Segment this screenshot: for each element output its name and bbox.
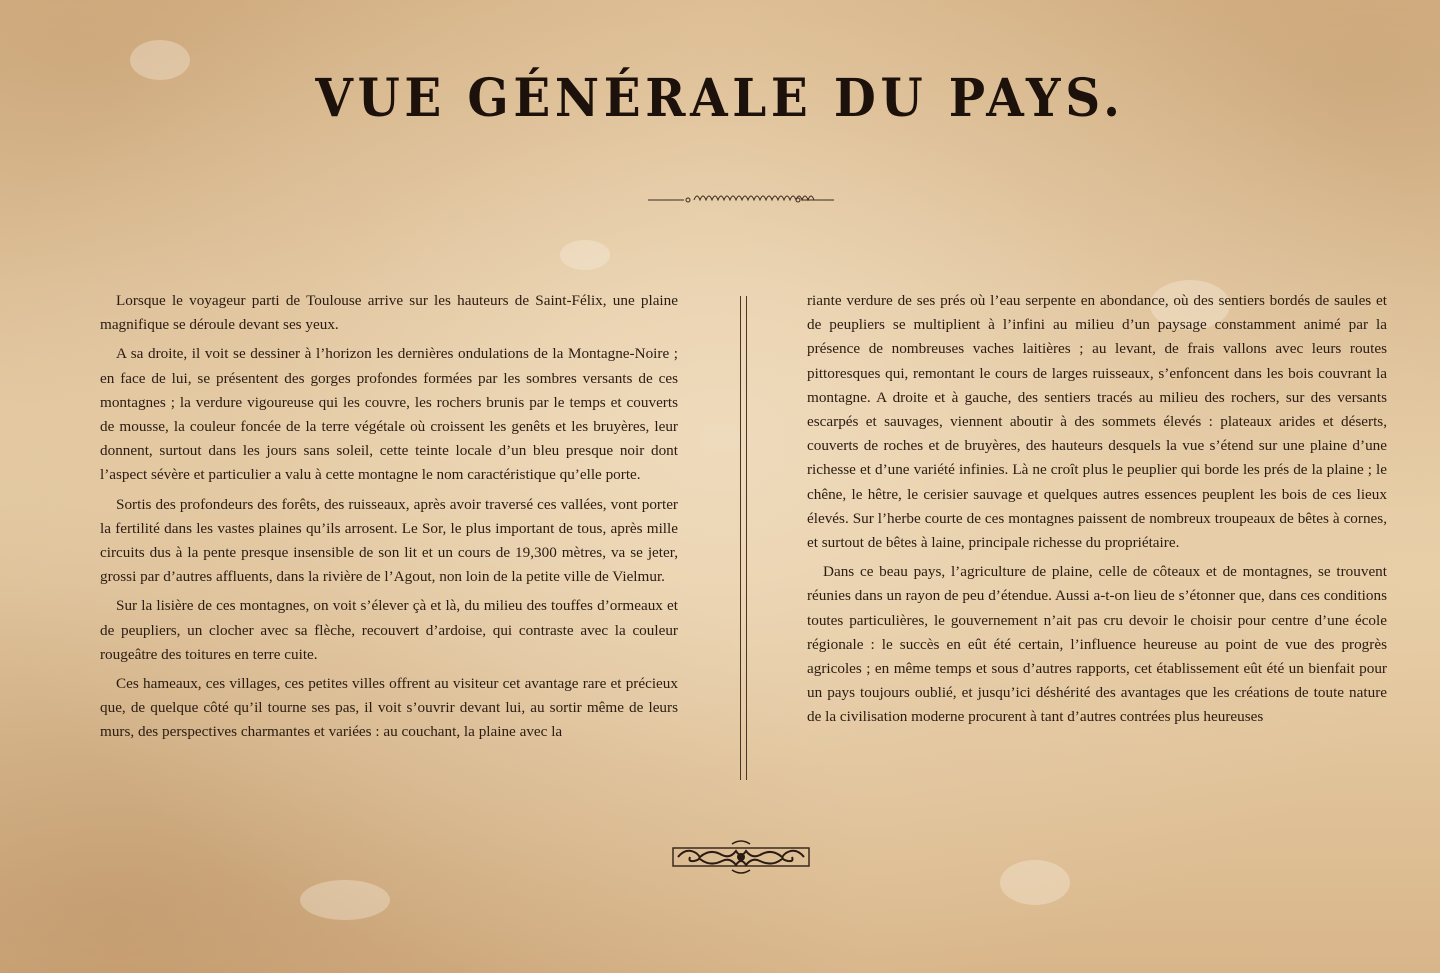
ornamental-tailpiece-icon [670,838,812,876]
paragraph: A sa droite, il voit se dessiner à l’horizon les dernières ondulations de la Montagne-Noire ; en face de lui, se présentent des gorges profondes formées par les sombres versants de ces montagnes ; la verdure vigoureuse qui les couvre, les rochers brunis par le temps et couverts de mousse, la couleur foncée de la terre végétale où croissent les genêts et les bruyères, leur donnent, surtout dans les jours sans soleil, cette teinte locale d’un bleu presque noir dont l’aspect sévère et particulier a valu à cette montagne le nom caractéristique qu’elle porte. [100,345,678,484]
page-title: VUE GÉNÉRALE DU PAYS. [315,68,1125,129]
paragraph: Sortis des profondeurs des forêts, des ruisseaux, après avoir traversé ces vallées, vont porter la fertilité dans les vastes plaines qu’ils arrosent. Le Sor, le plus important de tous, après mille circuits dus à la pente presque insensible de son lit et un cours de 19,300 mètres, va se jeter, grossi par d’autres affluents, dans la rivière de l’Agout, non loin de la petite ville de Vielmur. [100,495,678,586]
paragraph: Lorsque le voyageur parti de Toulouse arrive sur les hauteurs de Saint-Félix, une plaine magnifique se déroule devant ses yeux. [100,292,678,334]
paper-stain [300,880,390,920]
paragraph: Ces hameaux, ces villages, ces petites villes offrent au visiteur cet avantage rare et précieux que, de quelque côté qu’il tourne ses pas, il voit s’ouvrir devant lui, au sortir même de leurs murs, des perspectives charmantes et variées : au couchant, la plaine avec la [100,675,678,741]
paragraph: riante verdure de ses prés où l’eau serpente en abondance, où des sentiers bordés de saules et de peupliers se multiplient à l’infini au milieu d’un paysage constamment animé par la présence de nombreuses vaches laitières ; au levant, de frais vallons avec leurs routes pittoresques qui, remontant le cours de larges ruisseaux, s’enfoncent dans les bois couvrant la montagne. A droite et à gauche, des sentiers tracés au milieu des rochers, sur des versants escarpés et sauvages, viennent aboutir à des sommets élevés : plateaux arides et déserts, couverts de roches et de bruyères, des hauteurs desquels la vue s’étend sur une plaine d’une richesse et d’une variété infinies. Là ne croît plus le peuplier qui borde les prés de la plaine ; le chêne, le hêtre, le cerisier sauvage et quelques autres essences peuplent les bois de ces lieux élevés. Sur l’herbe courte de ces montagnes paissent de nombreux troupeaux de bêtes à cornes, et surtout de bêtes à laine, principale richesse du propriétaire. [807,292,1387,552]
right-text-column [807,289,1387,735]
paragraph: Sur la lisière de ces montagnes, on voit s’élever çà et là, du milieu des touffes d’ormeaux et de peupliers, un clocher avec sa flèche, recouvert d’ardoise, qui contraste avec la couleur rougeâtre des toitures en terre cuite. [100,597,678,663]
paper-stain [560,240,610,270]
left-text-column [100,289,678,750]
column-divider [740,296,747,780]
paper-stain [1000,860,1070,905]
decorative-rule-icon [648,190,834,210]
paragraph: Dans ce beau pays, l’agriculture de plaine, celle de côteaux et de montagnes, se trouvent réunies dans un rayon de peu d’étendue. Aussi a-t-on lieu de s’étonner que, dans ces conditions toutes particulières, le gouvernement n’ait pas cru devoir le choisir pour centre d’une école régionale : le succès en eût été certain, l’influence heureuse au point de vue des progrès agricoles ; en même temps et sous d’autres rapports, cet établissement eût été un bienfait pour un pays toujours oublié, et jusqu’ici déshérité des avantages que les créations de toute nature de la civilisation moderne procurent à tant d’autres contrées plus heureuses [807,563,1387,726]
